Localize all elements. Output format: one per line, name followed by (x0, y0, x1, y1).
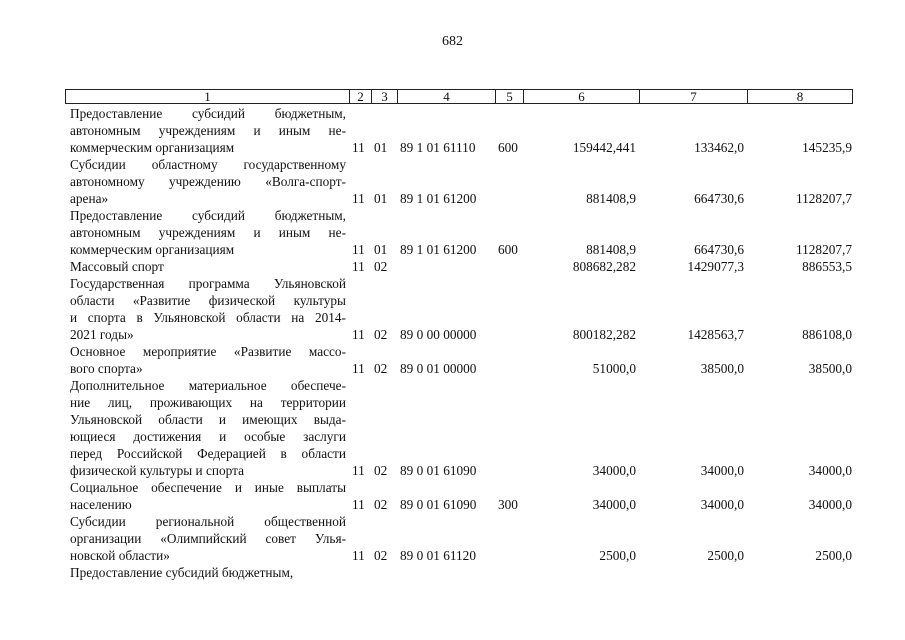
row-name (70, 105, 346, 156)
cell-c7: 34000,0 (700, 497, 744, 512)
cell-c3: 02 (374, 463, 388, 478)
table-row (0, 207, 905, 258)
table-row (0, 275, 905, 343)
row-name-line: области «Развитие физической культуры (70, 293, 346, 308)
cell-c6: 881408,9 (586, 242, 636, 257)
cell-c8: 2500,0 (815, 548, 852, 563)
row-name-line: 2021 годы» (70, 327, 134, 342)
header-col-6: 6 (524, 89, 640, 104)
row-name-line: коммерческим организациям (70, 242, 235, 257)
row-name-line: Основное мероприятие «Развитие массо- (70, 344, 346, 359)
row-name (70, 479, 346, 513)
cell-c4: 89 1 01 61200 (400, 191, 477, 206)
cell-c8: 38500,0 (808, 361, 852, 376)
cell-c2: 11 (352, 191, 365, 206)
page-number: 682 (442, 34, 463, 49)
header-col-3: 3 (372, 89, 398, 104)
row-name-line: Предоставление субсидий бюджетным, (70, 208, 346, 223)
cell-c6: 159442,441 (572, 140, 636, 155)
row-name-line: перед Российской Федерацией в области (70, 446, 346, 461)
cell-c7: 1429077,3 (687, 259, 744, 274)
table-row (0, 156, 905, 207)
cell-c6: 2500,0 (599, 548, 636, 563)
cell-c2: 11 (352, 497, 365, 512)
cell-c3: 01 (374, 242, 388, 257)
row-name-line: ние лиц, проживающих на территории (70, 395, 346, 410)
row-name (70, 156, 346, 207)
cell-c6: 51000,0 (592, 361, 636, 376)
table-row (0, 513, 905, 564)
table-row (0, 343, 905, 377)
cell-c2: 11 (352, 140, 365, 155)
cell-c6: 881408,9 (586, 191, 636, 206)
row-name-line: коммерческим организациям (70, 140, 235, 155)
cell-c2: 11 (352, 361, 365, 376)
cell-c7: 38500,0 (700, 361, 744, 376)
row-name (70, 207, 346, 258)
row-name (70, 343, 346, 377)
cell-c8: 886108,0 (802, 327, 852, 342)
row-name (70, 564, 346, 581)
cell-c7: 664730,6 (694, 191, 744, 206)
cell-c3: 01 (374, 140, 388, 155)
row-name-line: вого спорта» (70, 361, 143, 376)
header-col-1: 1 (65, 89, 350, 104)
row-name (70, 377, 346, 479)
header-col-8: 8 (748, 89, 853, 104)
row-name (70, 513, 346, 564)
header-col-7: 7 (640, 89, 748, 104)
cell-c5: 300 (498, 497, 518, 512)
cell-c5: 600 (498, 140, 518, 155)
cell-c7: 133462,0 (694, 140, 744, 155)
cell-c7: 2500,0 (707, 548, 744, 563)
cell-c3: 02 (374, 327, 388, 342)
cell-c4: 89 0 01 00000 (400, 361, 477, 376)
cell-c7: 1428563,7 (687, 327, 744, 342)
cell-c7: 664730,6 (694, 242, 744, 257)
cell-c6: 808682,282 (572, 259, 636, 274)
cell-c8: 34000,0 (808, 497, 852, 512)
row-name-line: автономным учреждениям и иным не- (70, 225, 346, 240)
row-name-line: Субсидии областному государственному (70, 157, 346, 172)
cell-c4: 89 0 01 61090 (400, 463, 477, 478)
table-row (0, 377, 905, 479)
cell-c2: 11 (352, 463, 365, 478)
row-name-line: организации «Олимпийский совет Улья- (70, 531, 346, 546)
row-name-line: Предоставление субсидий бюджетным, (70, 106, 346, 121)
row-name-line: автономному учреждению «Волга-спорт- (70, 174, 346, 189)
table-row (0, 258, 905, 275)
cell-c4: 89 0 00 00000 (400, 327, 477, 342)
cell-c6: 34000,0 (592, 463, 636, 478)
cell-c2: 11 (352, 242, 365, 257)
row-name-line: Ульяновской области и имеющих выда- (70, 412, 346, 427)
cell-c3: 01 (374, 191, 388, 206)
row-name-line: Социальное обеспечение и иные выплаты (70, 480, 346, 495)
cell-c8: 34000,0 (808, 463, 852, 478)
header-col-4: 4 (398, 89, 496, 104)
table-row (0, 564, 905, 581)
table-row (0, 479, 905, 513)
cell-c4: 89 1 01 61110 (400, 140, 476, 155)
cell-c3: 02 (374, 361, 388, 376)
cell-c2: 11 (352, 259, 365, 274)
cell-c8: 145235,9 (802, 140, 852, 155)
cell-c3: 02 (374, 259, 388, 274)
cell-c4: 89 1 01 61200 (400, 242, 477, 257)
header-col-5: 5 (496, 89, 524, 104)
cell-c8: 1128207,7 (795, 242, 852, 257)
header-col-2: 2 (350, 89, 372, 104)
row-name-line: и спорта в Ульяновской области на 2014- (70, 310, 346, 325)
row-name-line: новской области» (70, 548, 170, 563)
cell-c6: 800182,282 (572, 327, 636, 342)
row-name-line: Государственная программа Ульяновской (70, 276, 346, 291)
cell-c3: 02 (374, 548, 388, 563)
cell-c3: 02 (374, 497, 388, 512)
row-name-line: физической культуры и спорта (70, 463, 244, 478)
cell-c8: 1128207,7 (795, 191, 852, 206)
cell-c4: 89 0 01 61120 (400, 548, 476, 563)
cell-c6: 34000,0 (592, 497, 636, 512)
cell-c8: 886553,5 (802, 259, 852, 274)
row-name-line: автономным учреждениям и иным не- (70, 123, 346, 138)
cell-c7: 34000,0 (700, 463, 744, 478)
table-row (0, 105, 905, 156)
row-name-line: Субсидии региональной общественной (70, 514, 346, 529)
row-name-line: арена» (70, 191, 109, 206)
row-name (70, 258, 346, 275)
cell-c5: 600 (498, 242, 518, 257)
cell-c2: 11 (352, 548, 365, 563)
row-name-line: ющиеся достижения и особые заслуги (70, 429, 346, 444)
cell-c4: 89 0 01 61090 (400, 497, 477, 512)
cell-c2: 11 (352, 327, 365, 342)
row-name-line: Массовый спорт (70, 259, 164, 274)
row-name (70, 275, 346, 343)
row-name-line: Предоставление субсидий бюджетным, (70, 565, 294, 580)
row-name-line: Дополнительное материальное обеспече- (70, 378, 346, 393)
row-name-line: населению (70, 497, 132, 512)
